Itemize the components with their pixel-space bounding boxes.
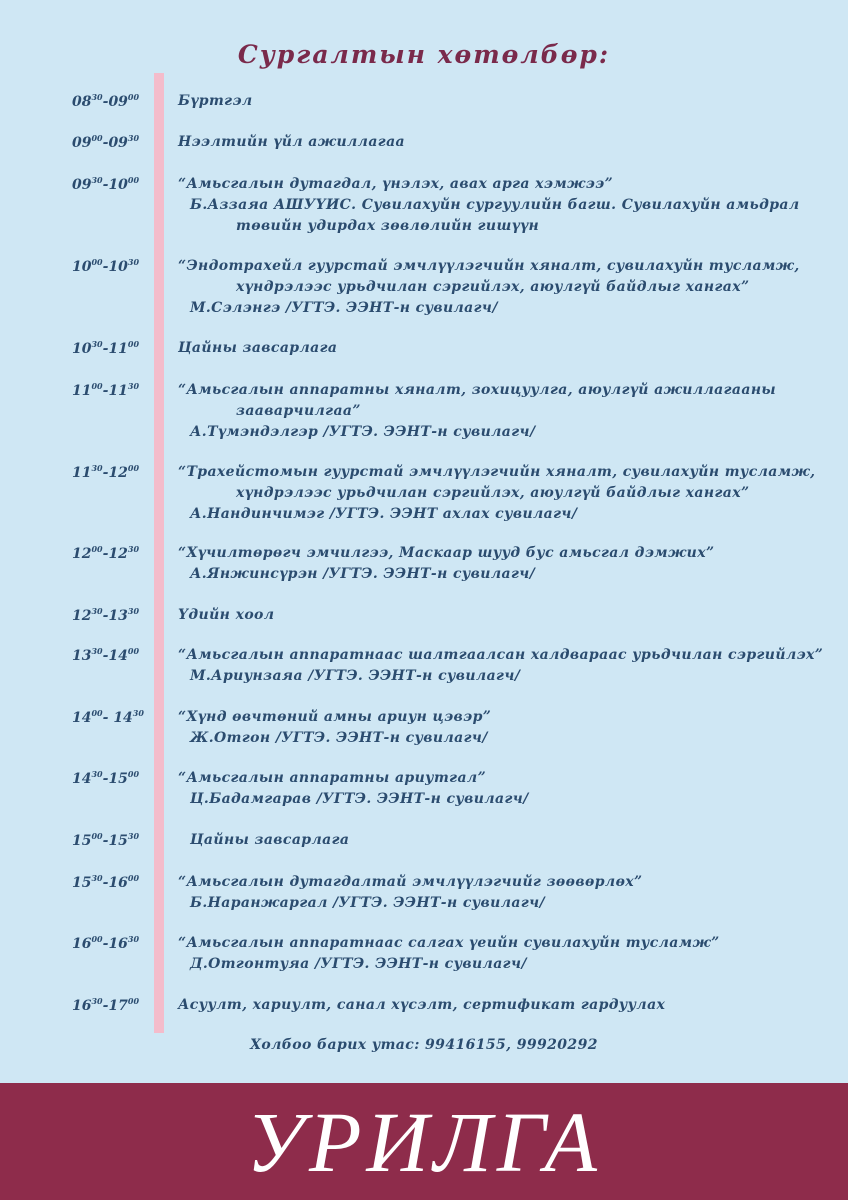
schedule-item — [178, 933, 818, 975]
item-speaker: А.Янжинсүрэн /УГТЭ. ЭЭНТ-н сувилагч/ — [190, 566, 536, 582]
time-slot-1100-1130: $11^{00}-11^{30}$ — [72, 381, 140, 399]
item-title: “Хүчилтөрөгч эмчилгээ, Маскаар шууд бус амьсгал дэмжих” — [178, 545, 715, 561]
time-slot-1530-1600: $15^{30}-16^{00}$ — [72, 873, 140, 891]
schedule-item — [178, 132, 818, 153]
item-title: “Амьсгалын дутагдалтай эмчлүүлэгчийг зөөвөрлөх” — [178, 874, 643, 890]
item-speaker: А.Нандинчимэг /УГТЭ. ЭЭНТ ахлах сувилагч/ — [190, 506, 578, 522]
item-speaker: Ц.Бадамгарав /УГТЭ. ЭЭНТ-н сувилагч/ — [190, 791, 529, 807]
item-speaker: А.Түмэндэлгэр /УГТЭ. ЭЭНТ-н сувилагч/ — [190, 424, 536, 440]
item-title: Асуулт, хариулт, санал хүсэлт, сертификат гардуулах — [178, 997, 666, 1013]
item-title: Цайны завсарлага — [190, 832, 350, 848]
schedule-item — [178, 707, 818, 749]
schedule-item — [178, 543, 818, 585]
schedule-item — [178, 91, 818, 112]
schedule-item — [178, 830, 818, 851]
schedule-item — [178, 380, 818, 443]
item-speaker: М.Ариунзаяа /УГТЭ. ЭЭНТ-н сувилагч/ — [190, 668, 521, 684]
page-title: Сургалтын хөтөлбөр: — [237, 40, 611, 69]
time-slot-1000-1030: $10^{00}-10^{30}$ — [72, 257, 140, 275]
item-title: “Амьсгалын аппаратны ариутгал” — [178, 770, 487, 786]
contact-phone: Холбоо барих утас: 99416155, 99920292 — [250, 1037, 598, 1053]
time-slot-0830-0900: $08^{30}-09^{00}$ — [72, 92, 140, 110]
schedule-item — [178, 605, 818, 626]
schedule-item — [178, 256, 818, 319]
time-slot-1400-1430: $14^{00}-$ $14^{30}$ — [72, 708, 144, 726]
item-title: “Амьсгалын аппаратнаас шалтгаалсан халдвараас урьдчилан сэргийлэх” — [178, 647, 824, 663]
item-title-cont: хүндрэлээс урьдчилан сэргийлэх, аюулгүй байдлыг хангах” — [236, 485, 750, 501]
item-title: “Амьсгалын аппаратнаас салгах үеийн сувилахуйн тусламж” — [178, 935, 720, 951]
time-slot-0930-1000: $09^{30}-10^{00}$ — [72, 175, 140, 193]
item-title: “Хүнд өвчтөний амны ариун цэвэр” — [178, 709, 492, 725]
time-slot-1330-1400: $13^{30}-14^{00}$ — [72, 646, 140, 664]
schedule-item — [178, 768, 818, 810]
time-slot-1500-1530: $15^{00}-15^{30}$ — [72, 831, 140, 849]
item-title: “Трахейстомын гуурстай эмчлүүлэгчийн хяналт, сувилахуйн тусламж, — [178, 464, 816, 480]
item-title-cont: хүндрэлээс урьдчилан сэргийлэх, аюулгүй байдлыг хангах” — [236, 279, 750, 295]
time-slot-0900-0930: $09^{00}-09^{30}$ — [72, 133, 140, 151]
schedule-item — [178, 872, 818, 914]
time-slot-1430-1500: $14^{30}-15^{00}$ — [72, 769, 140, 787]
item-speaker-detail: төвийн удирдах зөвлөлийн гишүүн — [236, 218, 540, 234]
time-slot-1600-1630: $16^{00}-16^{30}$ — [72, 934, 140, 952]
item-speaker: Б.Наранжаргал /УГТЭ. ЭЭНТ-н сувилагч/ — [190, 895, 546, 911]
schedule-item — [178, 645, 824, 687]
schedule-item — [178, 995, 818, 1016]
item-speaker: Ж.Отгон /УГТЭ. ЭЭНТ-н сувилагч/ — [190, 730, 488, 746]
item-title: “Амьсгалын аппаратны хяналт, зохицуулга, аюулгүй ажиллагааны — [178, 382, 777, 398]
timeline-divider — [154, 73, 164, 1033]
item-title: “Амьсгалын дутагдал, үнэлэх, авах арга хэмжээ” — [178, 176, 614, 192]
time-slot-1030-1100: $10^{30}-11^{00}$ — [72, 339, 140, 357]
time-slot-1200-1230: $12^{00}-12^{30}$ — [72, 544, 140, 562]
item-speaker: Д.Отгонтуяа /УГТЭ. ЭЭНТ-н сувилагч/ — [190, 956, 527, 972]
item-title: Цайны завсарлага — [178, 340, 338, 356]
item-speaker: М.Сэлэнгэ /УГТЭ. ЭЭНТ-н сувилагч/ — [190, 300, 498, 316]
schedule-item — [178, 462, 818, 525]
item-title: “Эндотрахейл гуурстай эмчлүүлэгчийн хяналт, сувилахуйн тусламж, — [178, 258, 800, 274]
item-title: Үдийн хоол — [178, 607, 275, 623]
item-title: Бүртгэл — [178, 93, 253, 109]
schedule-item — [178, 338, 818, 359]
schedule-item — [178, 174, 818, 237]
item-speaker: Б.Аззаяа АШУҮИС. Сувилахуйн сургуулийн багш. Сувилахуйн амьдрал — [190, 197, 800, 213]
time-slot-1630-1700: $16^{30}-17^{00}$ — [72, 996, 140, 1014]
time-slot-1230-1330: $12^{30}-13^{30}$ — [72, 606, 140, 624]
item-title-cont: зааварчилгаа” — [236, 403, 361, 419]
item-title: Нээлтийн үйл ажиллагаа — [178, 134, 406, 150]
time-slot-1130-1200: $11^{30}-12^{00}$ — [72, 463, 140, 481]
banner-title: УРИЛГА — [246, 1094, 602, 1190]
